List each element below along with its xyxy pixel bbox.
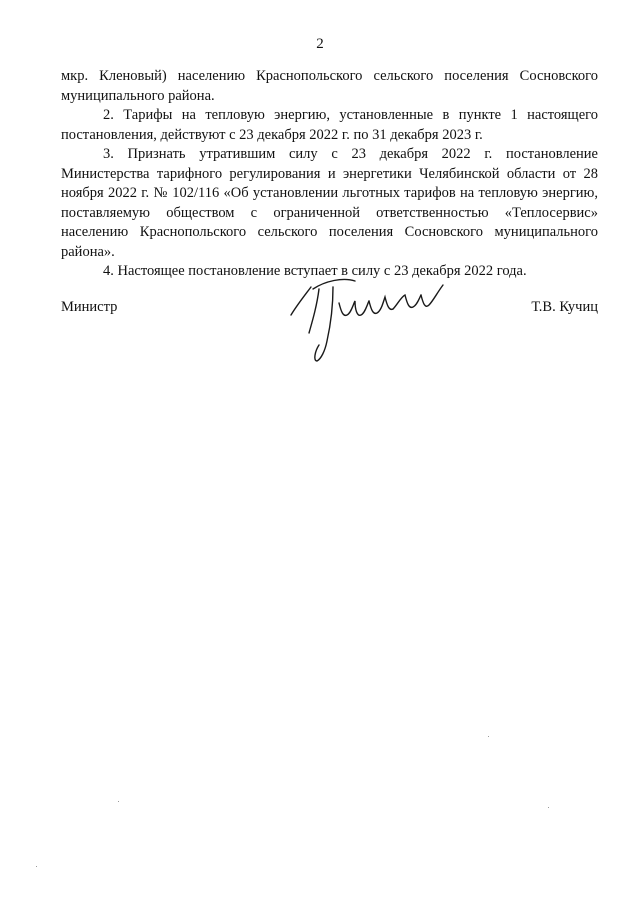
scan-speck (36, 866, 37, 867)
paragraph-item-4: 4. Настоящее постановление вступает в силу с 23 декабря 2022 года. (103, 263, 527, 279)
scan-speck (488, 736, 489, 737)
scan-speck (118, 801, 119, 802)
handwritten-signature (283, 275, 453, 365)
signer-name: Т.В. Кучиц (531, 299, 598, 315)
paragraph-item-2: 2. Тарифы на тепловую энергию, установленные в пункте 1 настоящего постановления, действуют с 23 декабря 2022 г. по 31 декабря 2023 г. (61, 107, 598, 143)
paragraph-continuation: мкр. Кленовый) населению Краснопольского сельского поселения Сосновского муниципального района. (61, 68, 598, 104)
signer-position: Министр (61, 299, 118, 315)
page-number: 2 (316, 36, 324, 52)
document-body (61, 67, 598, 282)
signature-block (61, 291, 598, 371)
paragraph-item-3: 3. Признать утратившим силу с 23 декабря 2022 г. постановление Министерства тарифного регулирования и энергетики Челябинской области от 28 ноября 2022 г. № 102/116 «Об установлении льготных тарифов на тепловую энергию, поставляемую обществом с ограниченной ответственностью «Теплосервис» населению Краснопольского сельского поселения Сосновского муниципального района». (61, 146, 598, 260)
scan-speck (548, 807, 549, 808)
